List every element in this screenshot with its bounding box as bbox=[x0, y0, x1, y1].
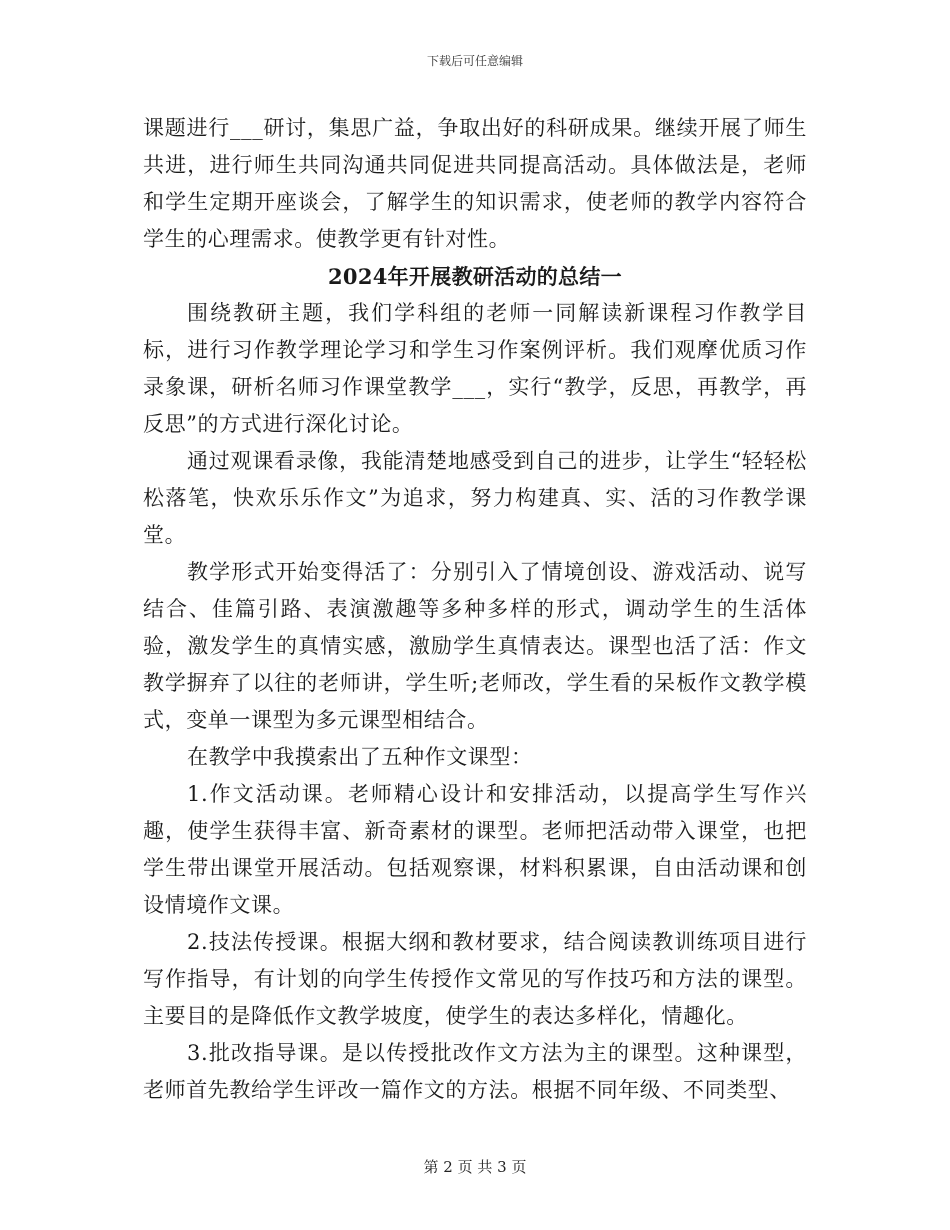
paragraph-1: 围绕教研主题，我们学科组的老师一同解读新课程习作教学目标，进行习作教学理论学习和学生习作案例评析。我们观摩优质习作录象课，研析名师习作课堂教学___，实行“教学，反思，再教学，再反思”的方式进行深化讨论。 bbox=[143, 301, 807, 436]
paragraph-2: 通过观课看录像，我能清楚地感受到自己的进步，让学生“轻轻松松落笔，快欢乐乐作文”为追求，努力构建真、实、活的习作教学课堂。 bbox=[143, 449, 807, 547]
list-item-2: 2.技法传授课。根据大纲和教材要求，结合阅读教训练项目进行写作指导，有计划的向学生传授作文常见的写作技巧和方法的课型。主要目的是降低作文教学坡度，使学生的表达多样化，情趣化。 bbox=[143, 930, 807, 1028]
list-item-1: 1.作文活动课。老师精心设计和安排活动，以提高学生写作兴趣，使学生获得丰富、新奇素材的课型。老师把活动带入课堂，也把学生带出课堂开展活动。包括观察课，材料积累课，自由活动课和创设情境作文课。 bbox=[143, 782, 807, 917]
document-body bbox=[143, 110, 807, 1109]
paragraph-3: 教学形式开始变得活了：分别引入了情境创设、游戏活动、说写结合、佳篇引路、表演激趣等多种多样的形式，调动学生的生活体验，激发学生的真情实感，激励学生真情表达。课型也活了活：作文教学摒弃了以往的老师讲，学生听;老师改，学生看的呆板作文教学模式，变单一课型为多元课型相结合。 bbox=[143, 560, 807, 732]
page-header: 下载后可任意编辑 bbox=[426, 54, 523, 68]
paragraph-4: 在教学中我摸索出了五种作文课型： bbox=[187, 745, 533, 769]
paragraph-continued: 课题进行___研讨，集思广益，争取出好的科研成果。继续开展了师生共进，进行师生共同沟通共同促进共同提高活动。具体做法是，老师和学生定期开座谈会，了解学生的知识需求，使老师的教学内容符合学生的心理需求。使教学更有针对性。 bbox=[143, 116, 807, 251]
list-item-3: 3.批改指导课。是以传授批改作文方法为主的课型。这种课型，老师首先教给学生评改一篇作文的方法。根据不同年级、不同类型、 bbox=[143, 1041, 807, 1102]
page-footer: 第 2 页 共 3 页 bbox=[423, 1158, 527, 1176]
section-title: 2024年开展教研活动的总结一 bbox=[328, 264, 622, 289]
